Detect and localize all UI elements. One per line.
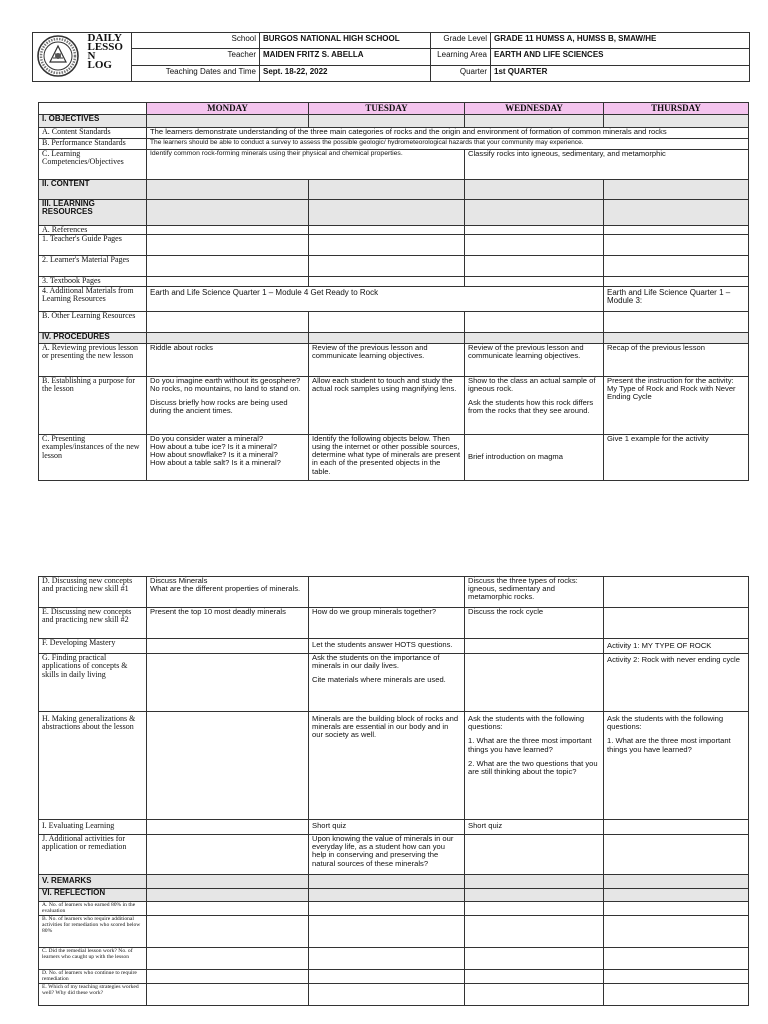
procedure-i-wednesday: Short quiz [465, 820, 604, 835]
additional-materials-thu: Earth and Life Science Quarter 1 – Module 3: [604, 286, 749, 311]
learning-resources-heading: III. LEARNING RESOURCES [39, 200, 147, 226]
procedure-h-tuesday: Minerals are the building block of rocks and minerals are essential in our body and in our society as well. [309, 712, 465, 820]
grade-level-label: Grade Level [431, 33, 491, 49]
procedure-g-thursday: Activity 2: Rock with never ending cycle [604, 654, 749, 712]
procedure-j-thursday [604, 835, 749, 875]
learning-area-value: EARTH AND LIFE SCIENCES [491, 49, 750, 65]
corner-cell [39, 103, 147, 115]
paragraph: Ask the students on the importance of minerals in our daily lives. [312, 653, 440, 671]
day-tuesday: TUESDAY [309, 103, 465, 115]
quarter-value: 1st QUARTER [491, 65, 750, 81]
procedure-d-monday: Discuss Minerals What are the different properties of minerals. [147, 577, 309, 608]
procedure-a-thursday: Recap of the previous lesson [604, 343, 749, 376]
procedure-e-wednesday: Discuss the rock cycle [465, 608, 604, 639]
procedure-d-wednesday: Discuss the three types of rocks: igneous, sedimentary and metamorphic rocks. [465, 577, 604, 608]
procedure-j-monday [147, 835, 309, 875]
procedure-i-label: I. Evaluating Learning [39, 820, 147, 835]
procedure-b-thursday: Present the instruction for the activity: My Type of Rock and Rock with Never Ending Cycle [604, 376, 749, 434]
reflection-d-label: D. No. of learners who continue to require remediation [39, 970, 147, 984]
procedure-e-tuesday: How do we group minerals together? [309, 608, 465, 639]
procedure-f-label: F. Developing Mastery [39, 639, 147, 654]
procedure-j-label: J. Additional activities for application or remediation [39, 835, 147, 875]
title-line: N [87, 50, 96, 62]
procedure-h-monday [147, 712, 309, 820]
procedure-b-label: B. Establishing a purpose for the lesson [39, 376, 147, 434]
day-monday: MONDAY [147, 103, 309, 115]
procedure-f-thursday: Activity 1: MY TYPE OF ROCK [604, 639, 749, 654]
additional-materials-label: 4. Additional Materials from Learning Resources [39, 286, 147, 311]
grade-level-value: GRADE 11 HUMSS A, HUMSS B, SMAW/HE [491, 33, 750, 49]
competency-wed-thu: Classify rocks into igneous, sedimentary, and metamorphic [465, 150, 749, 180]
procedure-d-thursday [604, 577, 749, 608]
procedures-heading: IV. PROCEDURES [39, 332, 147, 343]
performance-standards-value: The learners should be able to conduct a survey to assess the possible geologic/ hydrometeorological hazards that your community may experience. [147, 139, 749, 150]
procedure-e-monday: Present the top 10 most deadly minerals [147, 608, 309, 639]
procedure-e-thursday [604, 608, 749, 639]
paragraph: Discuss briefly how rocks are being used during the ancient times. [150, 398, 288, 416]
procedure-a-wednesday: Review of the previous lesson and communicate learning objectives. [465, 343, 604, 376]
procedure-b-monday [147, 376, 309, 434]
paragraph: 1. What are the three most important things you have learned? [607, 736, 731, 754]
paragraph: Cite materials where minerals are used. [312, 675, 446, 685]
remarks-heading: V. REMARKS [39, 875, 147, 889]
header-table [32, 32, 750, 82]
references-label: A. References [39, 226, 147, 235]
procedure-h-thursday [604, 712, 749, 820]
paragraph: Show to the class an actual sample of igneous rock. [468, 376, 596, 394]
title-line: LOG [87, 59, 112, 71]
procedure-j-wednesday [465, 835, 604, 875]
procedure-i-thursday [604, 820, 749, 835]
reflection-c-label: C. Did the remedial lesson work? No. of learners who caught up with the lesson [39, 948, 147, 970]
procedure-e-label: E. Discussing new concepts and practicing new skill #2 [39, 608, 147, 639]
procedure-i-monday [147, 820, 309, 835]
procedure-a-label: A. Reviewing previous lesson or presenting the new lesson [39, 343, 147, 376]
school-value: BURGOS NATIONAL HIGH SCHOOL [260, 33, 431, 49]
school-label: School [132, 33, 260, 49]
day-thursday: THURSDAY [604, 103, 749, 115]
learning-area-label: Learning Area [431, 49, 491, 65]
teacher-label: Teacher [132, 49, 260, 65]
procedure-d-tuesday [309, 577, 465, 608]
reflection-e-label: E. Which of my teaching strategies worked well? Why did these work? [39, 984, 147, 1006]
title-line: DAILY [87, 32, 122, 44]
procedure-b-tuesday: Allow each student to touch and study the actual rock samples using magnifying lens. [309, 376, 465, 434]
school-seal-logo [33, 33, 85, 82]
reflection-a-label: A. No. of learners who earned 80% in the evaluation [39, 902, 147, 916]
procedure-g-label: G. Finding practical applications of concepts & skills in daily living [39, 654, 147, 712]
procedure-h-wednesday [465, 712, 604, 820]
paragraph: Ask the students how this rock differs from the rocks that they see around. [468, 398, 594, 416]
content-standards-value: The learners demonstrate understanding of the three main categories of rocks and the origin and environment of formation of common minerals and rocks [147, 128, 749, 139]
procedure-b-wednesday [465, 376, 604, 434]
paragraph: 2. What are the two questions that you are still thinking about the topic? [468, 758, 598, 777]
procedure-f-tuesday: Let the students answer HOTS questions. [309, 639, 465, 654]
quarter-label: Quarter [431, 65, 491, 81]
procedure-g-wednesday [465, 654, 604, 712]
procedure-g-tuesday [309, 654, 465, 712]
procedure-a-monday: Riddle about rocks [147, 343, 309, 376]
seal-icon [36, 34, 80, 78]
paragraph: 1. What are the three most important things you have learned? [468, 736, 592, 754]
reflection-b-label: B. No. of learners who require additional activities for remediation who scored below 80% [39, 916, 147, 948]
procedure-j-tuesday: Upon knowing the value of minerals in our everyday life, as a student how can you help in conserving and preserving the natural sources of these minerals? [309, 835, 465, 875]
competency-mon-tue: Identify common rock-forming minerals using their physical and chemical properties. [147, 150, 465, 180]
procedure-c-wednesday: Brief introduction on magma [465, 434, 604, 480]
content-heading: II. CONTENT [39, 180, 147, 200]
procedure-c-tuesday: Identify the following objects below. Then using the internet or other possible sources, determine what type of minerals are present in each of the presented objects in the table. [309, 434, 465, 480]
dates-value: Sept. 18-22, 2022 [260, 65, 431, 81]
procedure-c-label: C. Presenting examples/instances of the new lesson [39, 434, 147, 480]
procedure-c-thursday: Give 1 example for the activity [604, 434, 749, 480]
paragraph: Ask the students with the following questions: [607, 714, 724, 732]
procedure-c-monday: Do you consider water a mineral? How about a tube ice? Is it a mineral? How about snowflake? Is it a mineral? How about a table salt? Is it a mineral? [147, 434, 309, 480]
procedure-h-label: H. Making generalizations & abstractions about the lesson [39, 712, 147, 820]
procedure-a-tuesday: Review of the previous lesson and communicate learning objectives. [309, 343, 465, 376]
dates-label: Teaching Dates and Time [132, 65, 260, 81]
procedure-d-label: D. Discussing new concepts and practicing new skill #1 [39, 577, 147, 608]
textbook-label: 3. Textbook Pages [39, 277, 147, 286]
procedure-g-monday [147, 654, 309, 712]
learners-material-label: 2. Learner's Material Pages [39, 256, 147, 277]
competencies-label: C. Learning Competencies/Objectives [39, 150, 147, 180]
reflection-heading: VI. REFLECTION [39, 889, 147, 902]
other-resources-label: B. Other Learning Resources [39, 311, 147, 332]
teacher-value: MAIDEN FRITZ S. ABELLA [260, 49, 431, 65]
content-standards-label: A. Content Standards [39, 128, 147, 139]
procedure-f-monday [147, 639, 309, 654]
lesson-plan-table-page2 [38, 576, 749, 1006]
objectives-heading: I. OBJECTIVES [39, 115, 147, 128]
teachers-guide-label: 1. Teacher's Guide Pages [39, 235, 147, 256]
day-wednesday: WEDNESDAY [465, 103, 604, 115]
additional-materials-mon-wed: Earth and Life Science Quarter 1 – Module 4 Get Ready to Rock [147, 286, 604, 311]
paragraph: Ask the students with the following questions: [468, 714, 585, 732]
title-line: LESSO [87, 41, 123, 53]
procedure-i-tuesday: Short quiz [309, 820, 465, 835]
procedure-f-wednesday [465, 639, 604, 654]
lesson-plan-table-page1 [38, 102, 749, 481]
performance-standards-label: B. Performance Standards [39, 139, 147, 150]
daily-lesson-log-title [85, 33, 132, 82]
paragraph: Do you imagine earth without its geosphere? No rocks, no mountains, no land to stand on. [150, 376, 301, 394]
